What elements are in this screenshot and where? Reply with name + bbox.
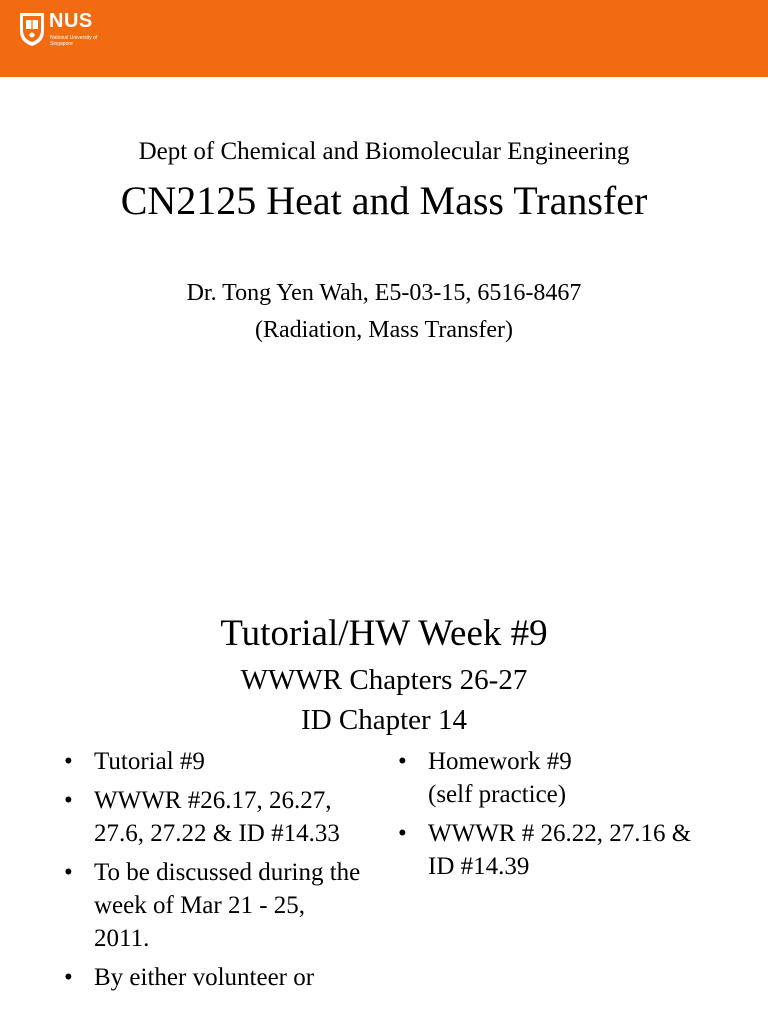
list-item: • By either volunteer or — [62, 961, 362, 994]
homework-list — [396, 745, 696, 889]
chapters-line: WWWR Chapters 26-27 — [240, 664, 528, 696]
list-item: • Tutorial #9 — [62, 745, 362, 778]
list-item: • WWWR #26.17, 26.27, 27.6, 27.22 & ID #14.33 — [62, 784, 362, 850]
section-title: Tutorial/HW Week #9 — [220, 613, 548, 654]
logo-subtext: National University of Singapore — [50, 35, 98, 47]
course-title: CN2125 Heat and Mass Transfer — [120, 178, 648, 223]
chapter-id-line: ID Chapter 14 — [301, 704, 467, 736]
instructor-line: Dr. Tong Yen Wah, E5-03-15, 6516-8467 — [186, 280, 582, 306]
list-item: • Homework #9 — [396, 745, 696, 778]
department-line: Dept of Chemical and Biomolecular Engineering — [138, 138, 630, 165]
list-item-continuation: (self practice) — [428, 781, 567, 808]
nus-logo — [18, 8, 128, 52]
tutorial-list — [62, 745, 362, 1000]
logo-text: NUS — [49, 10, 93, 32]
header-bar — [0, 0, 768, 77]
list-item: • WWWR # 26.22, 27.16 & ID #14.39 — [396, 817, 696, 883]
topics-line: (Radiation, Mass Transfer) — [255, 317, 513, 343]
crest-icon — [18, 11, 46, 47]
list-item: • To be discussed during the week of Mar 21 - 25, 2011. — [62, 856, 362, 955]
